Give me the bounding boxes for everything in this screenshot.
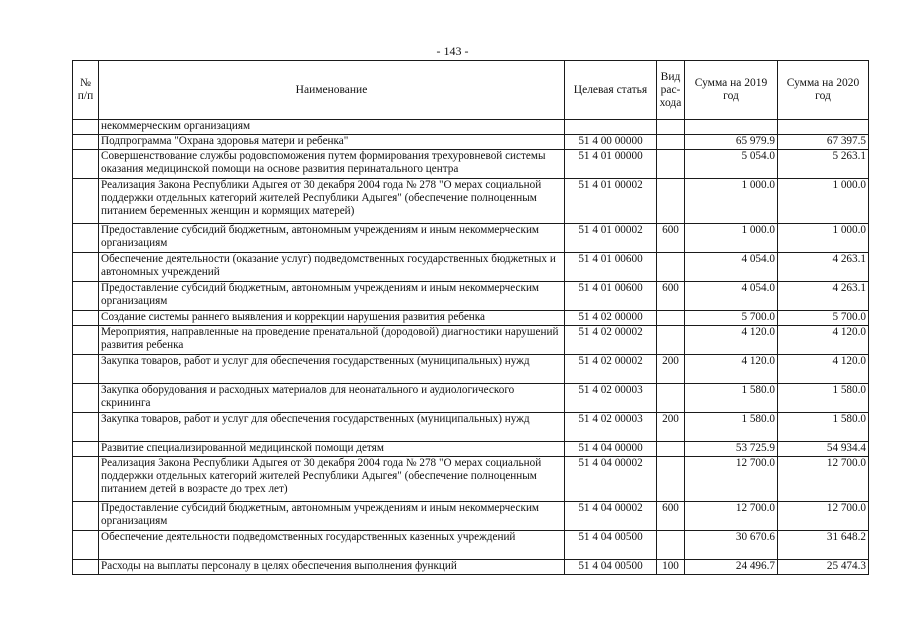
cell-vid <box>657 135 685 150</box>
cell-vid <box>657 120 685 135</box>
cell-vid <box>657 179 685 224</box>
cell-sum-2019: 1 000.0 <box>685 179 778 224</box>
cell-sum-2020: 1 000.0 <box>778 179 869 224</box>
cell-sum-2020: 25 474.3 <box>778 560 869 575</box>
header-vid: Вид рас-хода <box>657 61 685 120</box>
table-row <box>73 282 869 311</box>
cell-name: Создание системы раннего выявления и коррекции нарушения развития ребенка <box>99 311 565 326</box>
cell-num <box>73 311 99 326</box>
cell-name: Закупка товаров, работ и услуг для обеспечения государственных (муниципальных) нужд <box>99 355 565 384</box>
cell-vid <box>657 384 685 413</box>
cell-code: 51 4 01 00000 <box>565 150 657 179</box>
budget-table <box>72 60 869 575</box>
cell-vid <box>657 253 685 282</box>
cell-sum-2019 <box>685 120 778 135</box>
cell-name: Предоставление субсидий бюджетным, автономным учреждениям и иным некоммерческим организациям <box>99 282 565 311</box>
cell-num <box>73 531 99 560</box>
cell-sum-2020: 1 000.0 <box>778 224 869 253</box>
cell-name: Предоставление субсидий бюджетным, автономным учреждениям и иным некоммерческим организациям <box>99 224 565 253</box>
cell-sum-2020: 31 648.2 <box>778 531 869 560</box>
table-row <box>73 150 869 179</box>
table-row <box>73 326 869 355</box>
table-row <box>73 384 869 413</box>
cell-name: Предоставление субсидий бюджетным, автономным учреждениям и иным некоммерческим организациям <box>99 502 565 531</box>
cell-vid: 600 <box>657 502 685 531</box>
table-row <box>73 355 869 384</box>
cell-vid: 600 <box>657 282 685 311</box>
cell-name: Реализация Закона Республики Адыгея от 30 декабря 2004 года № 278 "О мерах социальной поддержки отдельных категорий жителей Республики Адыгея" (обеспечение полноценным питанием детей в возрасте до трех лет) <box>99 457 565 502</box>
cell-sum-2020: 4 120.0 <box>778 326 869 355</box>
table-row <box>73 560 869 575</box>
cell-name: Обеспечение деятельности подведомственных государственных казенных учреждений <box>99 531 565 560</box>
cell-vid <box>657 442 685 457</box>
table-row <box>73 457 869 502</box>
cell-num <box>73 150 99 179</box>
cell-sum-2020: 5 700.0 <box>778 311 869 326</box>
cell-vid: 200 <box>657 413 685 442</box>
table-row <box>73 253 869 282</box>
cell-vid <box>657 311 685 326</box>
cell-vid <box>657 457 685 502</box>
cell-num <box>73 179 99 224</box>
cell-num <box>73 224 99 253</box>
cell-name: Обеспечение деятельности (оказание услуг) подведомственных государственных бюджетных и автономных учреждений <box>99 253 565 282</box>
cell-sum-2019: 24 496.7 <box>685 560 778 575</box>
cell-vid: 100 <box>657 560 685 575</box>
cell-sum-2020: 4 263.1 <box>778 282 869 311</box>
cell-num <box>73 560 99 575</box>
cell-num <box>73 384 99 413</box>
cell-num <box>73 457 99 502</box>
cell-sum-2019: 5 054.0 <box>685 150 778 179</box>
cell-sum-2019: 12 700.0 <box>685 502 778 531</box>
table-row <box>73 413 869 442</box>
table-header-row <box>73 61 869 120</box>
cell-name: Развитие специализированной медицинской помощи детям <box>99 442 565 457</box>
cell-sum-2020: 1 580.0 <box>778 413 869 442</box>
cell-name: Подпрограмма "Охрана здоровья матери и ребенка" <box>99 135 565 150</box>
table-row <box>73 135 869 150</box>
cell-num <box>73 135 99 150</box>
cell-vid <box>657 150 685 179</box>
cell-sum-2019: 1 580.0 <box>685 413 778 442</box>
cell-code: 51 4 02 00002 <box>565 355 657 384</box>
cell-code <box>565 120 657 135</box>
cell-code: 51 4 04 00002 <box>565 502 657 531</box>
cell-sum-2020: 5 263.1 <box>778 150 869 179</box>
cell-name: Совершенствование службы родовспоможения путем формирования трехуровневой системы оказания медицинской помощи на основе развития перинатального центра <box>99 150 565 179</box>
table-row <box>73 531 869 560</box>
header-code: Целевая статья <box>565 61 657 120</box>
cell-name: некоммерческим организациям <box>99 120 565 135</box>
cell-code: 51 4 04 00000 <box>565 442 657 457</box>
table-row <box>73 179 869 224</box>
table-row <box>73 442 869 457</box>
cell-sum-2019: 12 700.0 <box>685 457 778 502</box>
cell-sum-2020: 4 263.1 <box>778 253 869 282</box>
cell-sum-2019: 4 120.0 <box>685 326 778 355</box>
cell-sum-2019: 1 000.0 <box>685 224 778 253</box>
cell-num <box>73 326 99 355</box>
cell-name: Мероприятия, направленные на проведение пренатальной (дородовой) диагностики нарушений развития ребенка <box>99 326 565 355</box>
cell-vid: 600 <box>657 224 685 253</box>
cell-sum-2020: 12 700.0 <box>778 457 869 502</box>
cell-sum-2019: 4 120.0 <box>685 355 778 384</box>
cell-code: 51 4 01 00600 <box>565 282 657 311</box>
cell-sum-2020: 12 700.0 <box>778 502 869 531</box>
table-row <box>73 224 869 253</box>
cell-code: 51 4 02 00003 <box>565 413 657 442</box>
cell-num <box>73 253 99 282</box>
cell-code: 51 4 04 00500 <box>565 531 657 560</box>
cell-code: 51 4 00 00000 <box>565 135 657 150</box>
cell-sum-2019: 53 725.9 <box>685 442 778 457</box>
cell-sum-2019: 4 054.0 <box>685 253 778 282</box>
cell-code: 51 4 04 00500 <box>565 560 657 575</box>
cell-num <box>73 355 99 384</box>
cell-code: 51 4 02 00002 <box>565 326 657 355</box>
header-sum-2020: Сумма на 2020 год <box>778 61 869 120</box>
cell-name: Закупка оборудования и расходных материалов для неонатального и аудиологического скрининга <box>99 384 565 413</box>
cell-sum-2020: 4 120.0 <box>778 355 869 384</box>
cell-sum-2019: 65 979.9 <box>685 135 778 150</box>
cell-code: 51 4 01 00600 <box>565 253 657 282</box>
cell-code: 51 4 04 00002 <box>565 457 657 502</box>
cell-sum-2019: 1 580.0 <box>685 384 778 413</box>
cell-sum-2019: 5 700.0 <box>685 311 778 326</box>
cell-vid <box>657 531 685 560</box>
cell-num <box>73 120 99 135</box>
cell-num <box>73 413 99 442</box>
table-row <box>73 502 869 531</box>
cell-vid <box>657 326 685 355</box>
cell-vid: 200 <box>657 355 685 384</box>
header-sum-2019: Сумма на 2019 год <box>685 61 778 120</box>
cell-sum-2020 <box>778 120 869 135</box>
cell-name: Закупка товаров, работ и услуг для обеспечения государственных (муниципальных) нужд <box>99 413 565 442</box>
cell-code: 51 4 01 00002 <box>565 179 657 224</box>
cell-code: 51 4 01 00002 <box>565 224 657 253</box>
cell-name: Расходы на выплаты персоналу в целях обеспечения выполнения функций <box>99 560 565 575</box>
cell-num <box>73 282 99 311</box>
cell-sum-2020: 1 580.0 <box>778 384 869 413</box>
cell-sum-2020: 54 934.4 <box>778 442 869 457</box>
cell-sum-2019: 4 054.0 <box>685 282 778 311</box>
table-body <box>73 120 869 575</box>
page-number: - 143 - <box>436 44 469 58</box>
cell-num <box>73 502 99 531</box>
cell-sum-2020: 67 397.5 <box>778 135 869 150</box>
table-row <box>73 120 869 135</box>
table-row <box>73 311 869 326</box>
header-name: Наименование <box>99 61 565 120</box>
cell-code: 51 4 02 00003 <box>565 384 657 413</box>
cell-num <box>73 442 99 457</box>
cell-code: 51 4 02 00000 <box>565 311 657 326</box>
cell-name: Реализация Закона Республики Адыгея от 30 декабря 2004 года № 278 "О мерах социальной поддержки отдельных категорий жителей Республики Адыгея" (обеспечение полноценным питанием беременных женщин и кормящих матерей) <box>99 179 565 224</box>
header-num: № п/п <box>73 61 99 120</box>
cell-sum-2019: 30 670.6 <box>685 531 778 560</box>
